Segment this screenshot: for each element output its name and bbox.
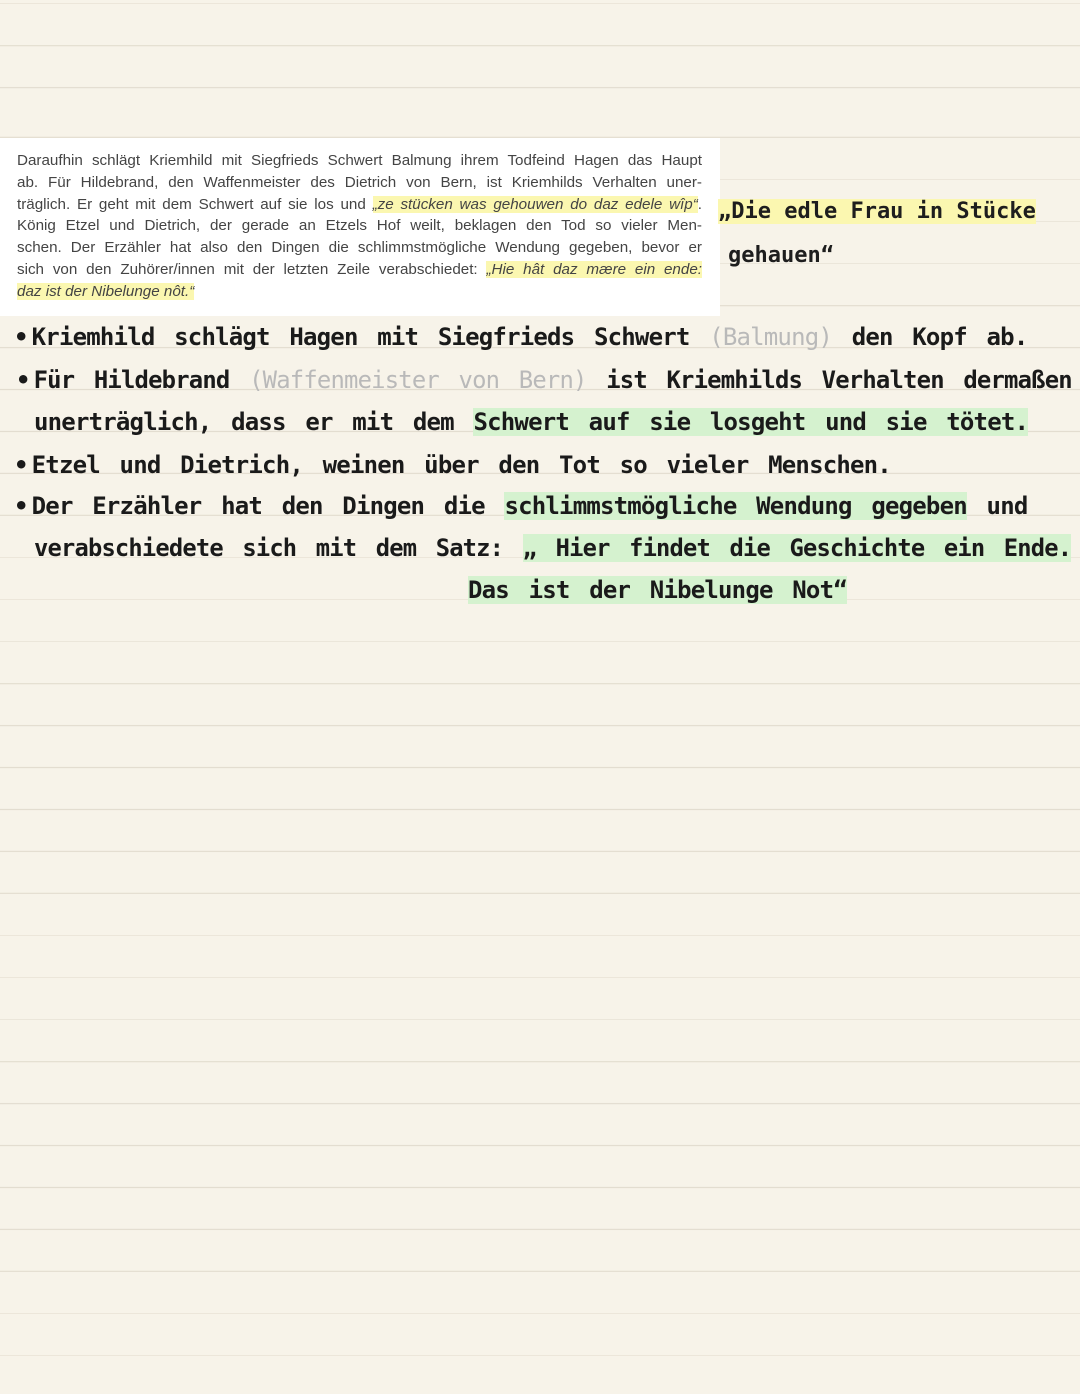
highlighted-quote: „ze stücken was gehouwen do daz edele wîp“ <box>372 195 698 213</box>
excerpt-text: . <box>697 195 702 213</box>
note-text: verabschiedete sich mit dem Satz: <box>34 534 504 562</box>
note-text: Etzel und Dietrich, weinen über den Tot so vieler Menschen. <box>31 451 891 479</box>
pencil-annotation: (Waffenmeister von Bern) <box>249 366 587 394</box>
note-text: Für Hildebrand <box>33 366 230 394</box>
note-bullet-4 <box>14 492 1028 520</box>
side-note-line-2: gehauen“ <box>728 243 834 268</box>
note-bullet-2 <box>16 366 1072 394</box>
bullet-icon: • <box>14 323 28 351</box>
excerpt-line-4: König Etzel und Dietrich, der gerade an Etzels Hof weilt, beklagen den Tod so vieler Men- <box>17 217 702 235</box>
excerpt-line-1: Daraufhin schlägt Kriemhild mit Siegfrieds Schwert Balmung ihrem Todfeind Hagen das Haupt <box>17 152 702 169</box>
bullet-icon: • <box>16 366 30 394</box>
excerpt-text: sich von den Zuhörer/innen mit der letzten Zeile verabschiedet: <box>17 260 487 278</box>
note-bullet-4-continued <box>34 534 1071 562</box>
note-text: ist Kriemhilds Verhalten dermaßen <box>606 366 1072 394</box>
note-bullet-3 <box>14 451 891 479</box>
textbook-excerpt <box>0 138 720 316</box>
note-text: Kriemhild schlägt Hagen mit Siegfrieds Schwert <box>31 323 690 351</box>
highlighted-quote: daz ist der Nibelunge nôt.“ <box>17 282 195 300</box>
excerpt-line-3 <box>17 194 702 216</box>
excerpt-line-7 <box>17 281 702 303</box>
note-highlight: Schwert auf sie losgeht und sie tötet. <box>473 408 1029 436</box>
side-note-highlight: „Die edle Frau in Stücke <box>718 199 1036 224</box>
note-text: und <box>986 492 1028 520</box>
note-highlight: „ Hier findet die Geschichte ein Ende. <box>522 534 1072 562</box>
note-highlight: Das ist der Nibelunge Not“ <box>468 576 847 604</box>
side-note-line-1 <box>718 199 1036 224</box>
note-bullet-4-quote-end <box>468 576 847 604</box>
bullet-icon: • <box>14 451 28 479</box>
note-text: Der Erzähler hat den Dingen die <box>31 492 485 520</box>
note-bullet-1 <box>14 323 1027 351</box>
note-text: den Kopf ab. <box>851 323 1028 351</box>
excerpt-text: träglich. Er geht mit dem Schwert auf sie los und <box>17 195 373 213</box>
excerpt-line-2: ab. Für Hildebrand, den Waffenmeister des Dietrich von Bern, ist Kriemhilds Verhalten uner- <box>17 173 702 191</box>
note-text: unerträglich, dass er mit dem <box>34 408 454 436</box>
highlighted-quote: „Hie hât daz mære ein ende: <box>486 260 702 278</box>
excerpt-line-5: schen. Der Erzähler hat also den Dingen die schlimmstmögliche Wendung gegeben, bevor er <box>17 239 702 257</box>
excerpt-line-6 <box>17 259 702 281</box>
pencil-annotation: (Balmung) <box>709 323 833 351</box>
note-bullet-2-continued <box>34 408 1028 436</box>
bullet-icon: • <box>14 492 28 520</box>
note-highlight: schlimmstmögliche Wendung gegeben <box>504 492 967 520</box>
